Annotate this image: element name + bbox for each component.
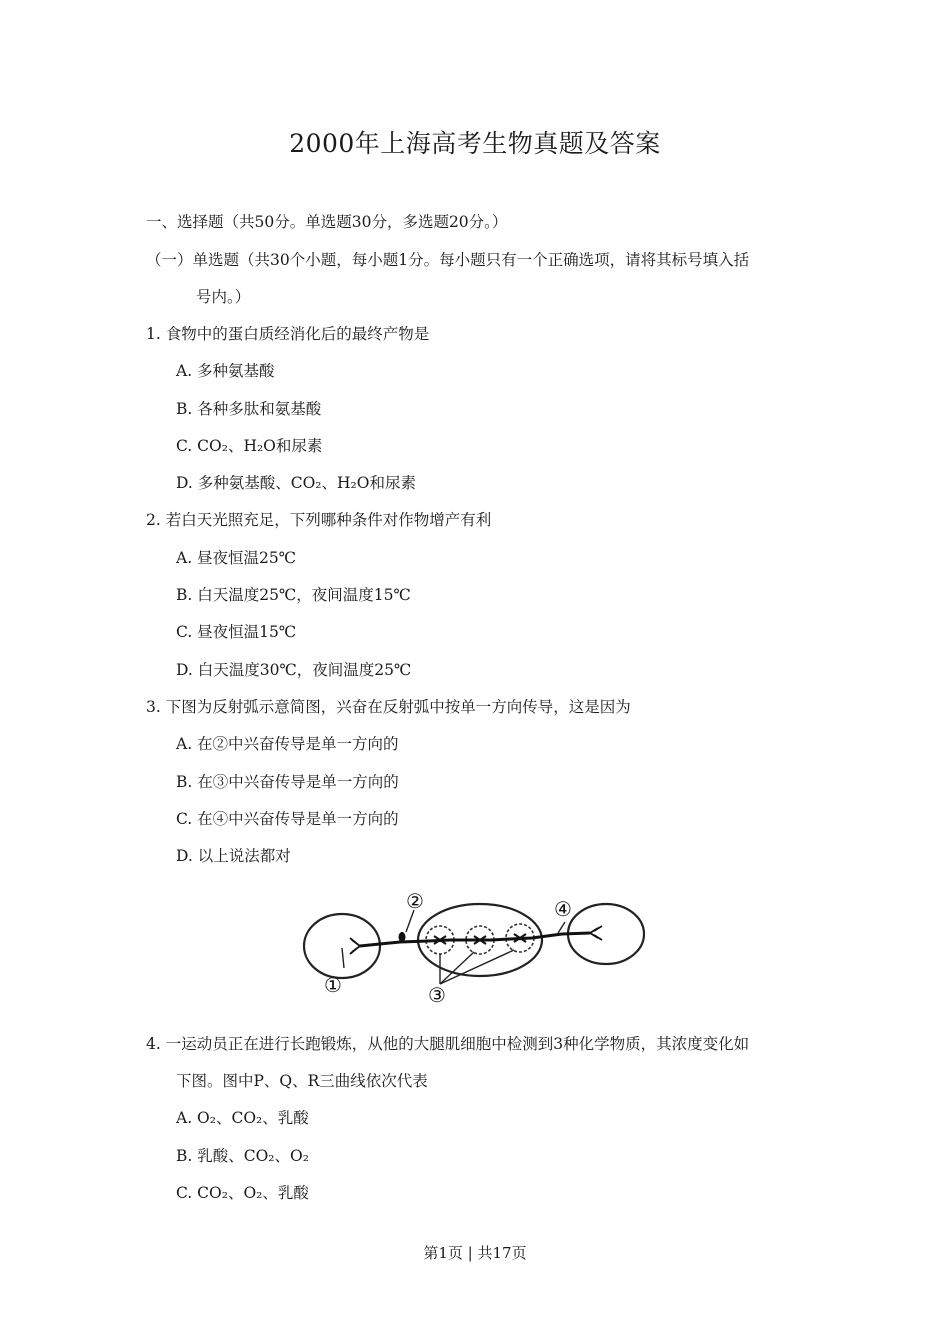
page-title: 2000年上海高考生物真题及答案 — [289, 129, 661, 158]
question-1-option-c: C. CO₂、H₂O和尿素 — [176, 437, 323, 455]
subsection-line-1: （一）单选题（共30个小题，每小题1分。每小题只有一个正确选项，请将其标号填入括 — [146, 251, 750, 269]
question-1-stem: 1. 食物中的蛋白质经消化后的最终产物是 — [146, 325, 430, 343]
question-3-option-a: A. 在②中兴奋传导是单一方向的 — [176, 735, 399, 753]
label-3-leader-c — [440, 950, 514, 984]
page-footer: 第1页 | 共17页 — [423, 1244, 527, 1262]
question-1-option-b: B. 各种多肽和氨基酸 — [176, 400, 322, 418]
question-4-stem-line-2: 下图。图中P、Q、R三曲线依次代表 — [176, 1072, 428, 1090]
label-3: ③ — [428, 983, 446, 1007]
question-1-option-a: A. 多种氨基酸 — [176, 362, 275, 380]
question-3-option-b: B. 在③中兴奋传导是单一方向的 — [176, 773, 399, 791]
reflex-arc-diagram — [300, 888, 650, 1008]
label-2: ② — [406, 889, 424, 913]
question-2-stem: 2. 若白天光照充足，下列哪种条件对作物增产有利 — [146, 511, 492, 529]
label-4-leader — [558, 922, 565, 933]
question-1-option-d: D. 多种氨基酸、CO₂、H₂O和尿素 — [176, 474, 416, 492]
question-4-option-c: C. CO₂、O₂、乳酸 — [176, 1184, 309, 1202]
question-2-option-c: C. 昼夜恒温15℃ — [176, 623, 297, 641]
label-1: ① — [324, 973, 342, 997]
label-4: ④ — [554, 897, 572, 921]
question-3-stem: 3. 下图为反射弧示意简图，兴奋在反射弧中按单一方向传导，这是因为 — [146, 698, 631, 716]
question-3-option-d: D. 以上说法都对 — [176, 847, 291, 865]
subsection-line-2: 号内。） — [196, 288, 251, 306]
section-heading: 一、选择题（共50分。单选题30分，多选题20分。） — [146, 213, 508, 231]
label-3-leader-b — [440, 952, 474, 984]
label-1-leader — [342, 948, 344, 968]
question-2-option-d: D. 白天温度30℃，夜间温度25℃ — [176, 661, 412, 679]
question-4-stem-line-1: 4. 一运动员正在进行长跑锻炼，从他的大腿肌细胞中检测到3种化学物质，其浓度变化如 — [146, 1035, 750, 1053]
question-4-option-a: A. O₂、CO₂、乳酸 — [176, 1109, 309, 1127]
receptor-branches — [350, 938, 360, 954]
question-4-option-b: B. 乳酸、CO₂、O₂ — [176, 1147, 309, 1165]
effector-branches — [590, 926, 602, 940]
label-2-leader — [406, 910, 414, 932]
question-3-option-c: C. 在④中兴奋传导是单一方向的 — [176, 810, 399, 828]
question-2-option-b: B. 白天温度25℃，夜间温度15℃ — [176, 586, 411, 604]
question-2-option-a: A. 昼夜恒温25℃ — [176, 549, 297, 567]
